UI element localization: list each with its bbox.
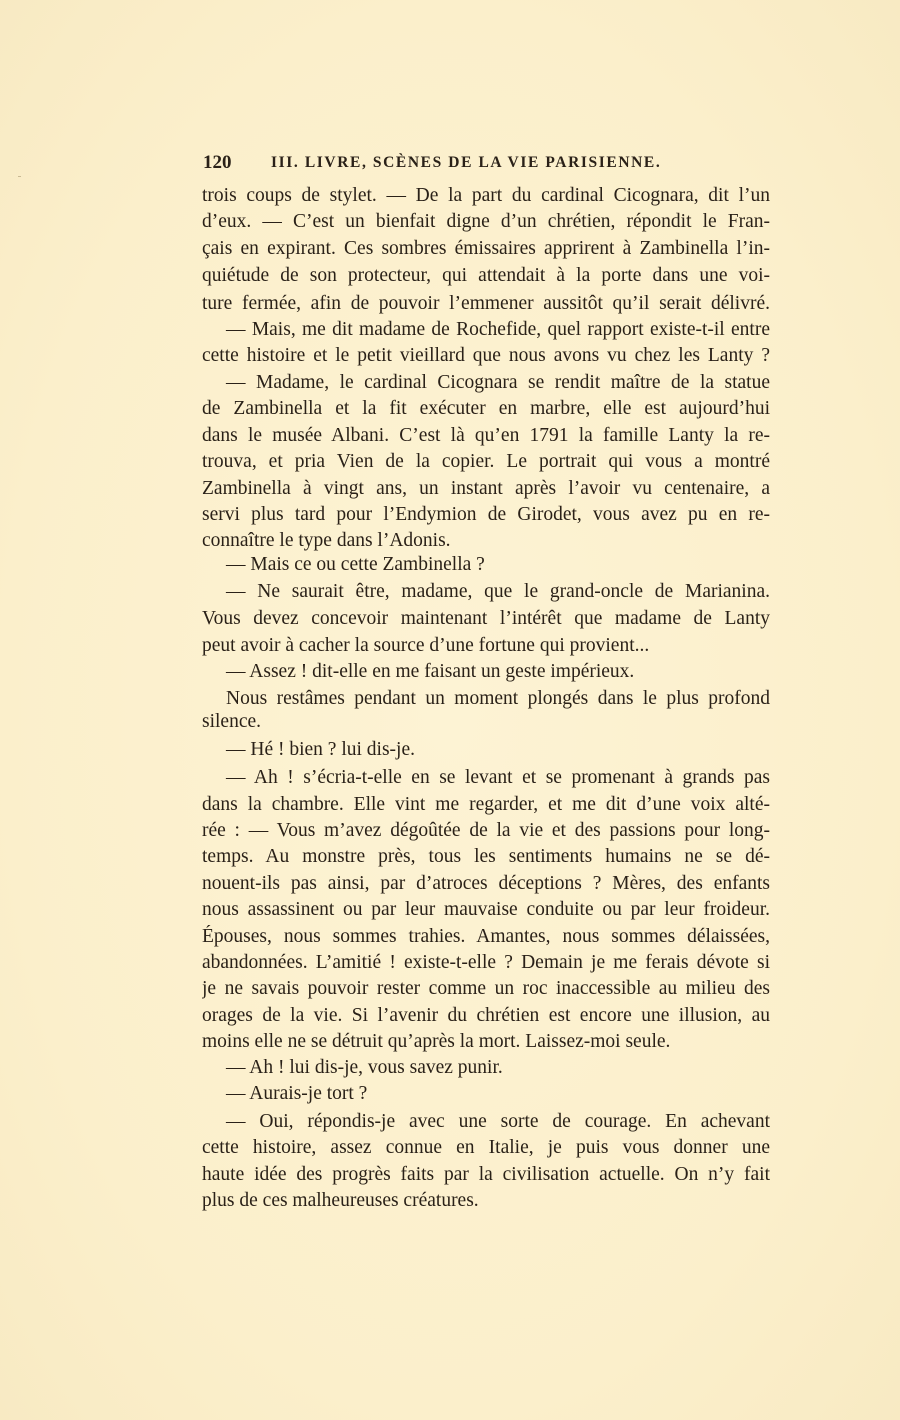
margin-mark <box>18 176 21 177</box>
text-line: je ne savais pouvoir rester comme un roc inaccessible au milieu des <box>202 978 770 999</box>
text-line: — Madame, le cardinal Cicognara se rendit maître de la statue <box>226 372 770 393</box>
text-line: d’eux. — C’est un bienfait digne d’un chrétien, répondit le Fran- <box>202 211 770 232</box>
text-line: — Mais ce ou cette Zambinella ? <box>226 554 485 575</box>
text-line: — Hé ! bien ? lui dis-je. <box>226 739 415 760</box>
page-header <box>203 152 713 178</box>
text-line: cette histoire et le petit vieillard que nous avons vu chez les Lanty ? <box>202 345 770 366</box>
text-line: — Aurais-je tort ? <box>226 1083 368 1104</box>
text-line: silence. <box>202 711 262 732</box>
text-line: dans le musée Albani. C’est là qu’en 1791 la famille Lanty la re- <box>202 425 770 446</box>
text-line: nouent-ils pas ainsi, par d’atroces déceptions ? Mères, des enfants <box>202 873 770 894</box>
text-line: temps. Au monstre près, tous les sentiments humains ne se dé- <box>202 846 770 867</box>
text-line: — Ne saurait être, madame, que le grand-oncle de Marianina. <box>226 581 770 602</box>
text-line: dans la chambre. Elle vint me regarder, et me dit d’une voix alté- <box>202 794 770 815</box>
text-line: abandonnées. L’amitié ! existe-t-elle ? Demain je me ferais dévote si <box>202 952 770 973</box>
text-line: Nous restâmes pendant un moment plongés dans le plus profond <box>226 688 770 709</box>
page-number: 120 <box>203 152 232 173</box>
text-line: — Ah ! s’écria-t-elle en se levant et se promenant à grands pas <box>226 767 770 788</box>
text-line: çais en expirant. Ces sombres émissaires apprirent à Zambinella l’in- <box>202 238 770 259</box>
text-line: servi plus tard pour l’Endymion de Girodet, vous avez pu en re- <box>202 504 770 525</box>
text-line: connaître le type dans l’Adonis. <box>202 530 451 551</box>
text-line: moins elle ne se détruit qu’après la mort. Laissez-moi seule. <box>202 1031 671 1052</box>
text-line: — Oui, répondis-je avec une sorte de courage. En achevant <box>226 1111 770 1132</box>
text-line: Vous devez concevoir maintenant l’intérêt que madame de Lanty <box>202 608 770 629</box>
text-line: orages de la vie. Si l’avenir du chrétien est encore une illusion, au <box>202 1005 770 1026</box>
text-line: de Zambinella et la fit exécuter en marbre, elle est aujourd’hui <box>202 398 770 419</box>
text-line: — Ah ! lui dis-je, vous savez punir. <box>226 1057 503 1078</box>
text-line: — Assez ! dit-elle en me faisant un geste impérieux. <box>226 661 635 682</box>
text-line: nous assassinent ou par leur mauvaise conduite ou par leur froideur. <box>202 899 770 920</box>
running-title: III. LIVRE, SCÈNES DE LA VIE PARISIENNE. <box>271 154 662 171</box>
text-line: haute idée des progrès faits par la civilisation actuelle. On n’y fait <box>202 1164 770 1185</box>
text-line: trouva, et pria Vien de la copier. Le portrait qui vous a montré <box>202 451 770 472</box>
text-line: — Mais, me dit madame de Rochefide, quel rapport existe-t-il entre <box>226 319 770 340</box>
text-line: cette histoire, assez connue en Italie, je puis vous donner une <box>202 1137 770 1158</box>
text-line: Zambinella à vingt ans, un instant après l’avoir vu centenaire, a <box>202 478 770 499</box>
text-line: Épouses, nous sommes trahies. Amantes, nous sommes délaissées, <box>202 926 770 947</box>
text-line: quiétude de son protecteur, qui attendait à la porte dans une voi- <box>202 265 770 286</box>
text-line: ture fermée, afin de pouvoir l’emmener aussitôt qu’il serait délivré. <box>202 293 770 314</box>
text-line: rée : — Vous m’avez dégoûtée de la vie et des passions pour long- <box>202 820 770 841</box>
text-line: plus de ces malheureuses créatures. <box>202 1190 479 1211</box>
text-line: trois coups de stylet. — De la part du cardinal Cicognara, dit l’un <box>202 185 770 206</box>
text-line: peut avoir à cacher la source d’une fortune qui provient... <box>202 635 650 656</box>
